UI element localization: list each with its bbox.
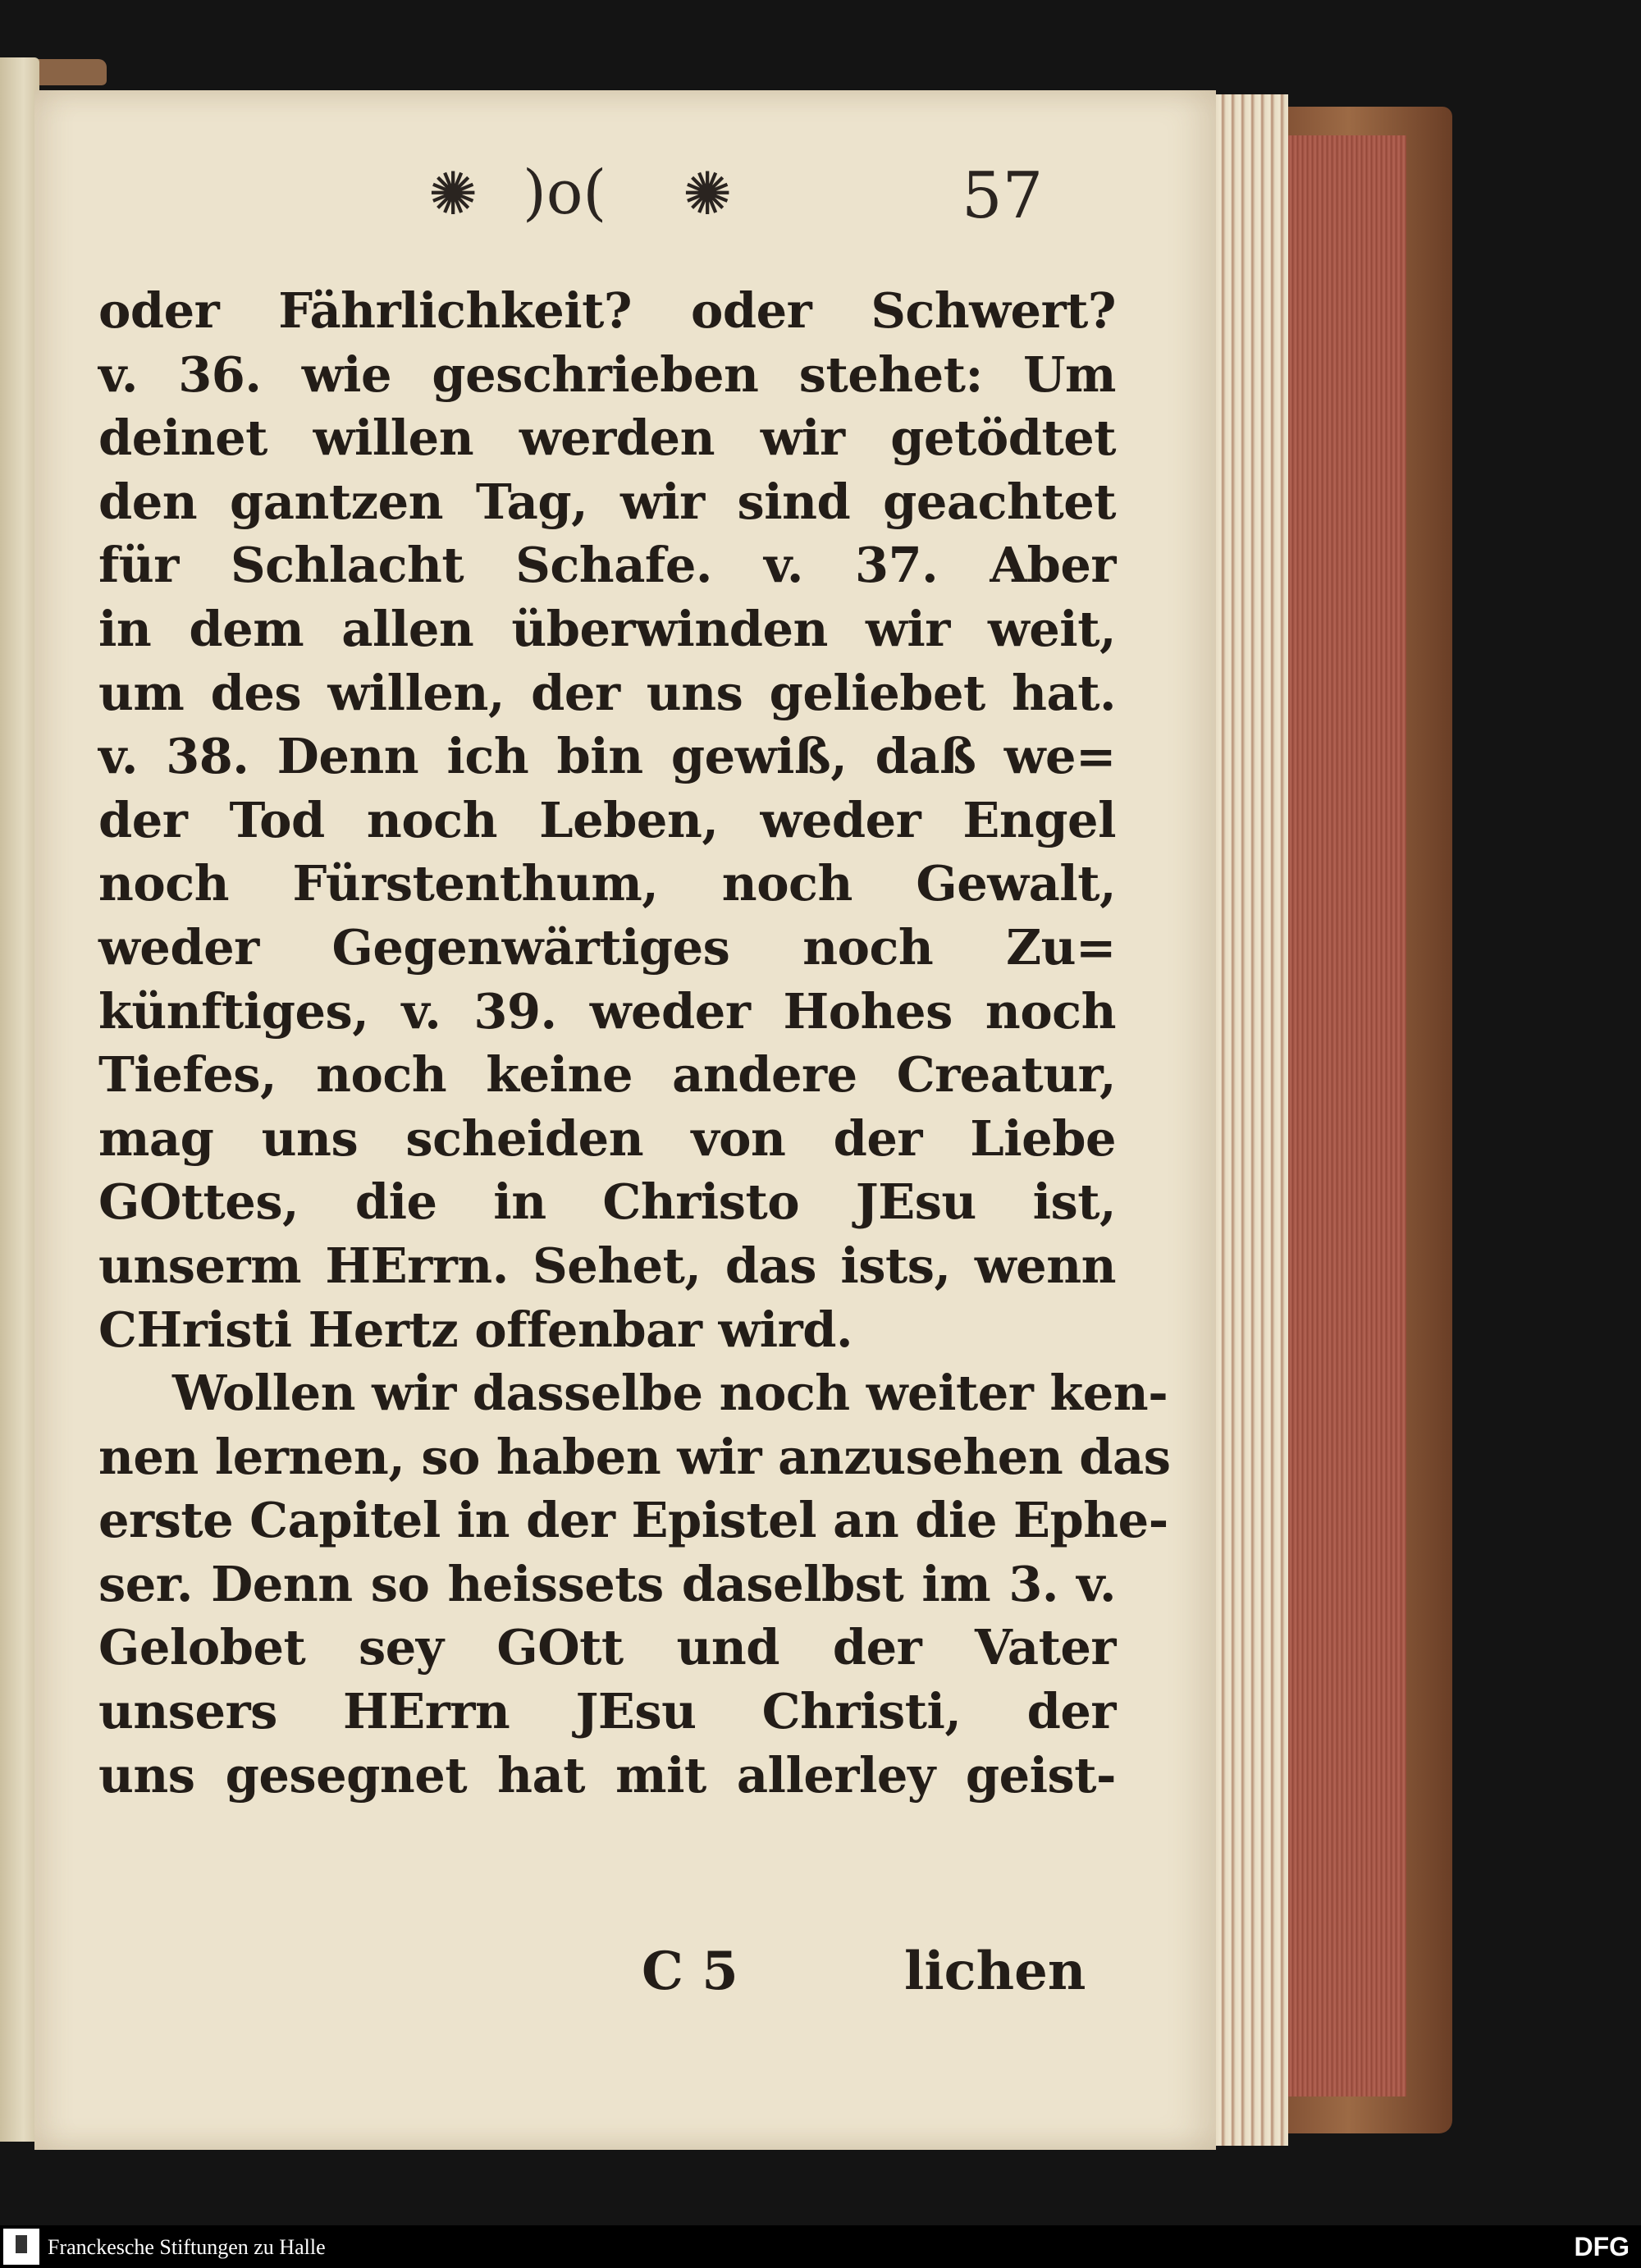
funder-logo: DFG	[1574, 2232, 1630, 2261]
text-line: künftiges, v. 39. weder Hohes noch	[98, 982, 1116, 1040]
text-line: für Schlacht Schafe. v. 37. Aber	[98, 537, 1116, 594]
running-head	[34, 156, 1216, 246]
institution-name: Franckesche Stiftungen zu Halle	[48, 2235, 326, 2259]
left-page-edge	[0, 57, 39, 2142]
text-line: erste Capitel in der Epistel an die Ephe-	[98, 1492, 1168, 1549]
page-stack-edges	[1206, 94, 1288, 2146]
book-page	[34, 90, 1216, 2150]
text-line: nen lernen, so haben wir anzusehen das	[98, 1428, 1171, 1485]
text-line: unsers HErrn JEsu Christi, der	[98, 1683, 1116, 1740]
text-line: v. 36. wie geschrieben stehet: Um	[98, 345, 1116, 403]
text-line: v. 38. Denn ich bin gewiß, daß we=	[98, 728, 1116, 785]
text-line: CHristi Hertz offenbar wird.	[98, 1301, 853, 1358]
text-line: deinet willen werden wir getödtet	[98, 409, 1116, 467]
text-line: oder Fährlichkeit? oder Schwert?	[98, 282, 1116, 339]
text-line: noch Fürstenthum, noch Gewalt,	[98, 855, 1116, 912]
text-line: mag uns scheiden von der Liebe	[98, 1109, 1116, 1167]
flower-ornament-left-icon: ✺	[428, 159, 478, 228]
text-line: in dem allen überwinden wir weit,	[98, 600, 1116, 657]
page-number: 57	[962, 159, 1044, 233]
text-line: den gantzen Tag, wir sind geachtet	[98, 473, 1116, 530]
text-line: Gelobet sey GOtt und der Vater	[98, 1619, 1116, 1676]
catchword: lichen	[904, 1941, 1086, 2002]
text-line: weder Gegenwärtiges noch Zu=	[98, 918, 1116, 976]
ornament-middle: )o(	[523, 158, 607, 228]
text-line: Wollen wir dasselbe noch weiter ken-	[172, 1365, 1168, 1422]
body-text	[98, 279, 1171, 1807]
institution-logo-icon	[3, 2229, 39, 2265]
red-page-edge	[1280, 135, 1406, 2097]
text-line: uns gesegnet hat mit allerley geist-	[98, 1746, 1116, 1804]
page-footer	[34, 1941, 1216, 2014]
flower-ornament-right-icon: ✺	[683, 159, 733, 228]
text-line: unserm HErrn. Sehet, das ists, wenn	[98, 1237, 1116, 1294]
text-line: GOttes, die in Christo JEsu ist,	[98, 1173, 1116, 1231]
text-line: Tiefes, noch keine andere Creatur,	[98, 1046, 1116, 1104]
signature-mark: C 5	[642, 1941, 738, 2002]
text-line: um des willen, der uns geliebet hat.	[98, 664, 1116, 721]
caption-bar	[0, 2225, 1641, 2268]
text-line: der Tod noch Leben, weder Engel	[98, 791, 1116, 848]
text-line: ser. Denn so heissets daselbst im 3. v.	[98, 1555, 1116, 1612]
